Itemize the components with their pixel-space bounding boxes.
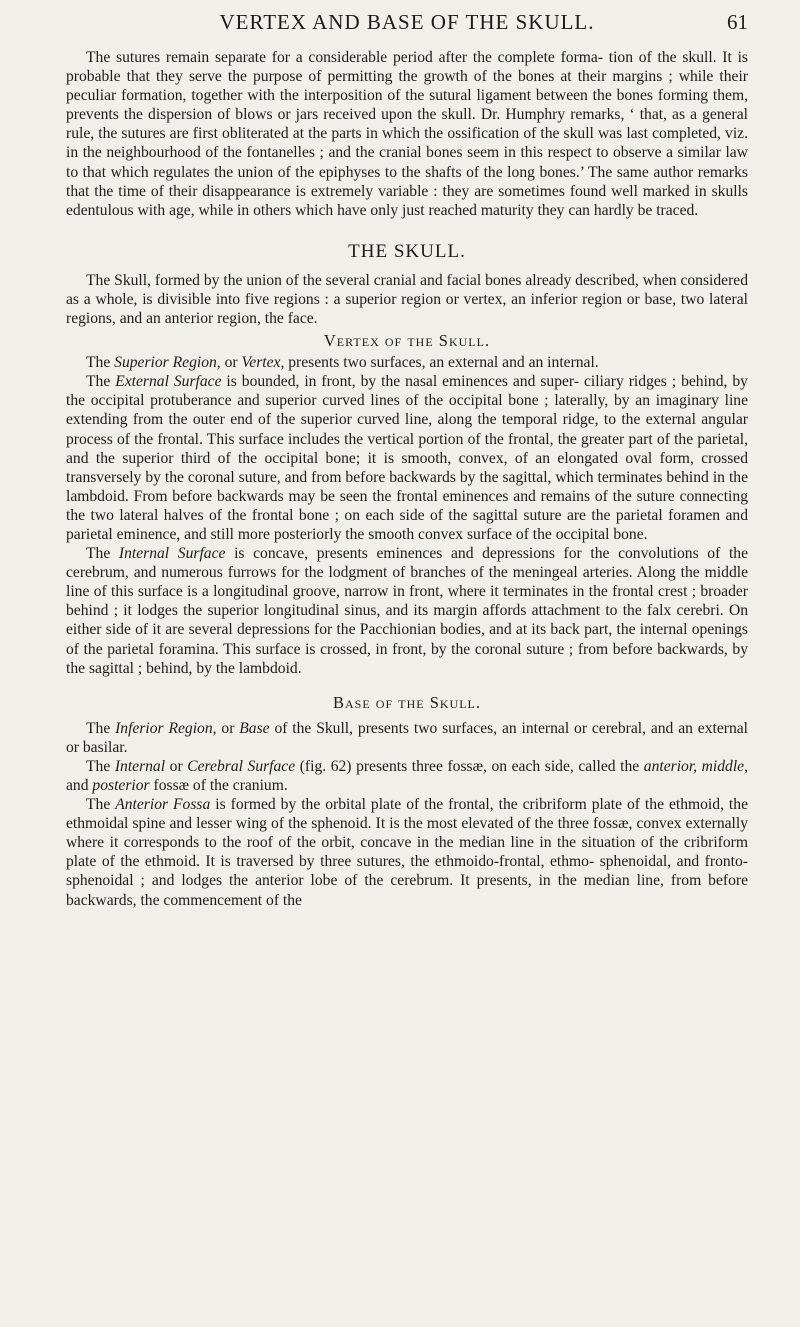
connector-text: and — [66, 777, 93, 794]
sub-heading-base: Base of the Skull. — [332, 692, 481, 712]
term-posterior: posterior — [92, 777, 150, 794]
article-word: The — [86, 545, 119, 563]
paragraph-base-regions — [66, 719, 748, 757]
term-external-surface: External Surface — [115, 373, 222, 391]
article-word: The — [86, 354, 115, 372]
sub-heading-vertex: Vertex of the Skull. — [323, 331, 491, 351]
term-vertex: Vertex, — [241, 354, 285, 372]
connector-text: or — [165, 757, 188, 775]
paragraph-text: fossæ of the cranium. — [149, 777, 288, 794]
term-cerebral-surface: Cerebral Surface — [187, 757, 296, 775]
paragraph-text: is formed by the orbital plate of the frontal, the cribriform plate of the ethmoid, the ethmoidal spine and lesser wing of the sphenoid. It is the most elevated of the three fossæ, convex externally where it corresponds to the roof of the orbit, concave in the median line in the situation of the cribriform plate of the ethmoid. It is traversed by three sutures, the ethmoido-frontal, ethmo- sphenoidal, and fronto-sphenoidal ; and lodges the anterior lobe of the cerebrum. It presents, in the median line, from before backwards, the commencement of the — [66, 796, 748, 909]
article-word: The — [86, 757, 115, 775]
term-internal-surface: Internal Surface — [118, 545, 226, 563]
paragraph-vertex-regions — [66, 353, 748, 372]
running-head — [66, 10, 748, 48]
article-word: The — [86, 796, 116, 814]
paragraph-internal-surface — [66, 544, 748, 678]
running-title: VERTEX AND BASE OF THE SKULL. — [219, 10, 595, 34]
term-anterior-middle: anterior, middle, — [643, 757, 748, 775]
term-anterior-fossa: Anterior Fossa — [115, 796, 211, 814]
paragraph-text: of the Skull, presents two surfaces, an internal or cerebral, and an external or basilar. — [66, 719, 748, 756]
paragraph-sutures: The sutures remain separate for a considerable period after the complete forma- tion of the skull. It is probable that they serve the purpose of permitting the growth of the bones at their margins ; while their peculiar formation, together with the interposition of the sutural ligament between the bones forming them, prevents the dispersion of blows or jars received upon the skull. Dr. Humphry remarks, ‘ that, as a general rule, the sutures are first obliterated at the parts in which the ossification of the skull was last completed, viz. in the neighbourhood of the fontanelles ; and the cranial bones seem in this respect to observe a similar law to that which regulates the union of the epiphyses to the shafts of the long bones.’ The same author remarks that the time of their disappearance is extremely variable : they are sometimes found well marked in skulls edentulous with age, while in others which have only just reached maturity they can hardly be traced. — [66, 49, 748, 219]
term-inferior-region: Inferior Region, — [115, 719, 217, 737]
connector-text: or — [220, 354, 242, 372]
paragraph-text: presents two surfaces, an external and an internal. — [284, 354, 599, 372]
paragraph-text: (fig. 62) presents three fossæ, on each side, called the — [295, 757, 644, 775]
term-base: Base — [239, 719, 270, 737]
paragraph-anterior-fossa — [66, 795, 748, 910]
term-internal: Internal — [114, 757, 166, 775]
paragraph-cerebral-surface — [66, 757, 748, 795]
page-number: 61 — [727, 10, 748, 34]
paragraph-skull-intro: The Skull, formed by the union of the several cranial and facial bones already described, when considered as a whole, is divisible into five regions : a superior region or vertex, an inferior region or base, two lateral regions, and an anterior region, the face. — [66, 271, 748, 328]
article-word: The — [86, 719, 116, 737]
paragraph-text: is concave, presents eminences and depressions for the convolutions of the cerebrum, and numerous furrows for the lodgment of branches of the meningeal arteries. Along the middle line of this surface is a longitudinal groove, narrow in front, where it terminates in the frontal crest ; broader behind ; it lodges the superior longitudinal sinus, and its margin affords attachment to the falx cerebri. On either side of it are several depressions for the Pacchionian bodies, and at its back part, the internal openings of the parietal foramina. This surface is crossed, in front, by the coronal suture ; from before backwards, by the sagittal ; behind, by the lambdoid. — [66, 545, 748, 677]
connector-text: or — [216, 719, 240, 737]
paragraph-external-surface — [66, 372, 748, 544]
term-superior-region: Superior Region, — [114, 354, 221, 372]
article-word: The — [86, 373, 116, 391]
section-heading-skull: THE SKULL. — [348, 240, 466, 262]
paragraph-text: is bounded, in front, by the nasal eminences and super- ciliary ridges ; behind, by the occipital protuberance and superior curved lines of the occipital bone ; laterally, by an imaginary line extending from the outer end of the superior curved line, along the temporal ridge, to the external angular process of the frontal. This surface includes the vertical portion of the frontal, the greater part of the parietal, and the superior third of the occipital bone; it is smooth, convex, of an elongated oval form, crossed transversely by the coronal suture, and from before backwards by the sagittal, which terminates behind in the lambdoid. From before backwards may be seen the frontal eminences and remains of the suture connecting the two lateral halves of the frontal bone ; on each side of the sagittal suture are the parietal foramen and parietal eminence, and still more posteriorly the smooth convex surface of the occipital bone. — [66, 373, 748, 543]
